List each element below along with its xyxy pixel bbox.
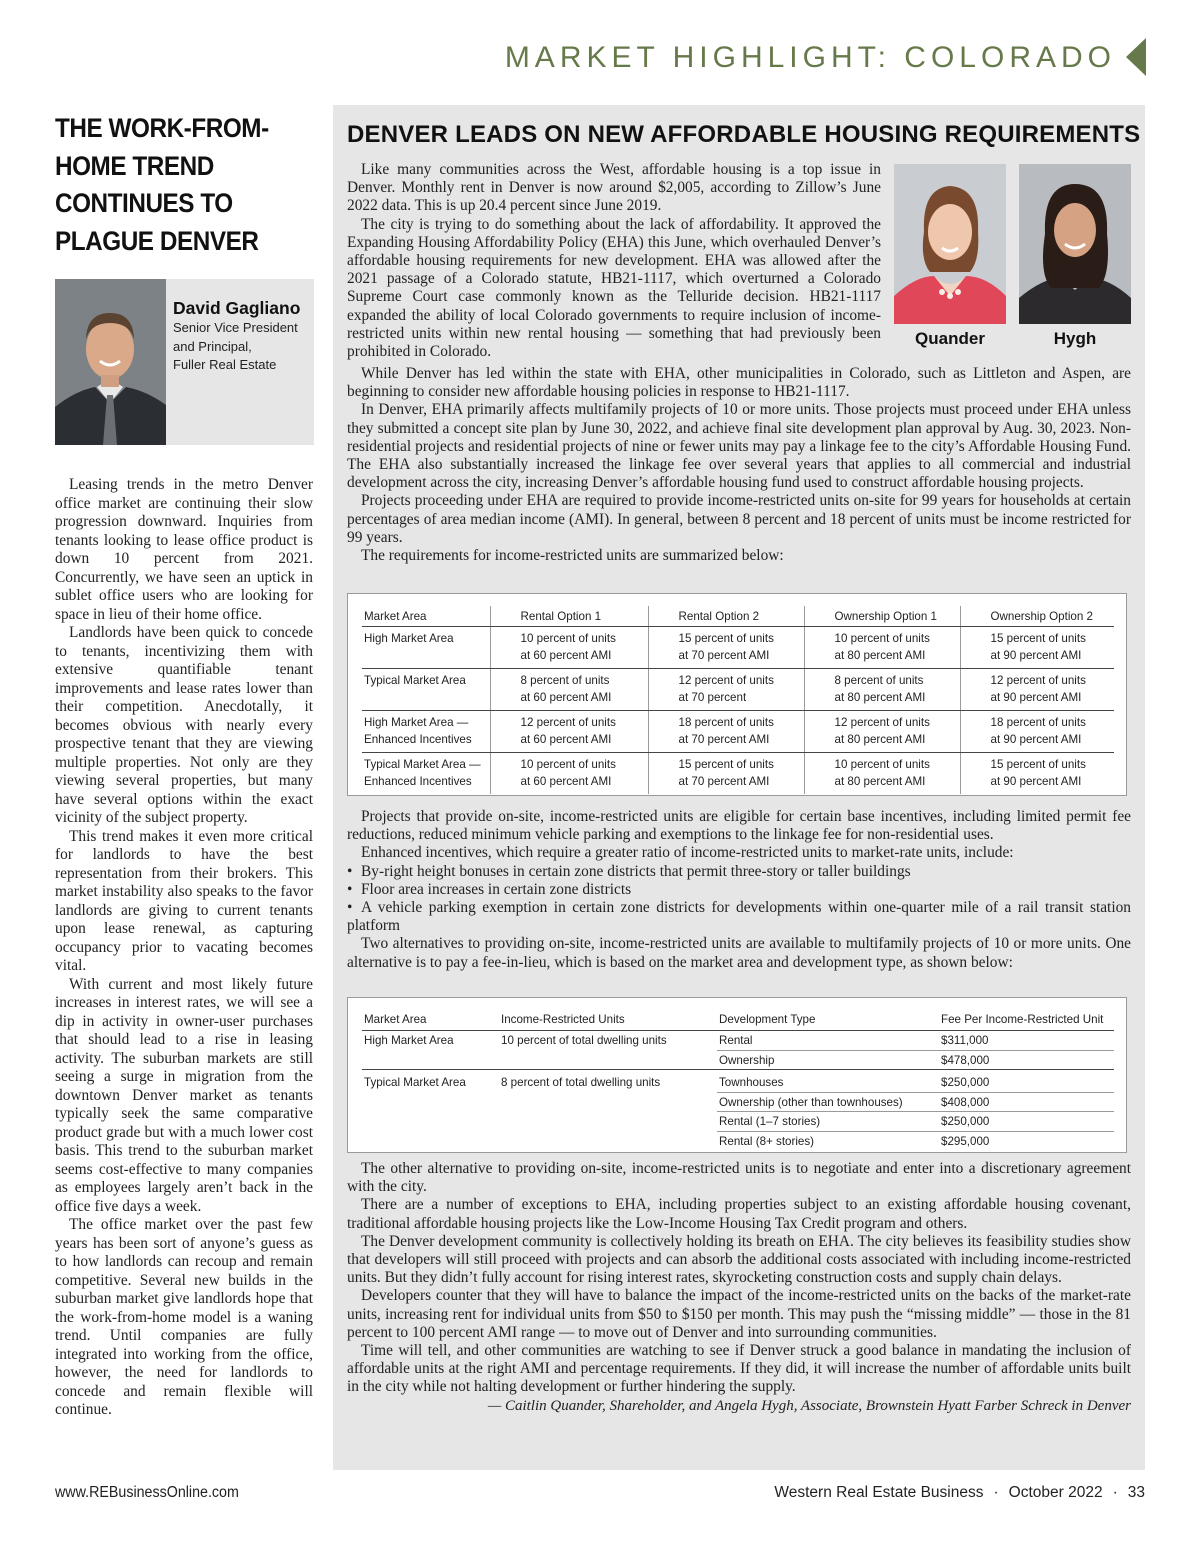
table-cell: 10 percent of units at 60 percent AMI xyxy=(490,627,648,669)
market-area-cell: Typical Market Area xyxy=(362,669,490,711)
feature-intro xyxy=(347,161,881,361)
page-footer: Western Real Estate Business · October 2022 · 33 xyxy=(774,1484,1145,1501)
list-item: • A vehicle parking exemption in certain zone districts for developments within one-quarter mile of a rail transit station platform xyxy=(347,899,1131,935)
paragraph: This trend makes it even more critical for landlords to have the best representation from their brokers. This market instability also speaks to the favor landlords are giving to current tenants upon lease renewal, as capturing occupancy prior to vacating becomes vital. xyxy=(55,827,313,974)
feature-body-d xyxy=(347,1160,1131,1415)
development-type-cell: Ownership (other than townhouses) xyxy=(717,1092,939,1112)
table-row xyxy=(362,627,1114,669)
table-cell: 15 percent of units at 90 percent AMI xyxy=(960,753,1114,795)
paragraph: The other alternative to providing on-site, income-restricted units is to negotiate and enter into a discretionary agreement with the city. xyxy=(347,1160,1131,1196)
feature-body-b xyxy=(347,808,1131,972)
requirements-table xyxy=(362,606,1114,794)
incentive-list xyxy=(347,863,1131,936)
author-card xyxy=(55,279,314,445)
table-cell: 15 percent of units at 70 percent AMI xyxy=(648,627,804,669)
fee-cell: $408,000 xyxy=(939,1092,1114,1112)
table-cell: 10 percent of units at 60 percent AMI xyxy=(490,753,648,795)
column-header: Market Area xyxy=(362,606,490,627)
fee-cell: $478,000 xyxy=(939,1050,1114,1070)
left-article-headline: THE WORK-FROM-HOME TREND CONTINUES TO PLAGUE DENVER xyxy=(55,113,269,256)
left-article-header xyxy=(55,110,313,260)
table-cell: 12 percent of units at 70 percent xyxy=(648,669,804,711)
author-portrait-icon xyxy=(55,279,166,445)
table-cell: 10 percent of units at 80 percent AMI xyxy=(804,753,960,795)
section-arrow-icon xyxy=(1126,38,1146,76)
website-link[interactable]: www.REBusinessOnline.com xyxy=(55,1484,239,1501)
table-cell: 15 percent of units at 90 percent AMI xyxy=(960,627,1114,669)
quander-caption: Quander xyxy=(915,329,985,348)
table-header-row xyxy=(362,1008,1114,1031)
paragraph: Leasing trends in the metro Denver office market are continuing their slow progression downward. Inquiries from tenants looking to lease office product is down 10 percent from 2021. Concurrently, we have seen an uptick in sublet office users who are looking for space in lieu of their home office. xyxy=(55,476,313,623)
table-cell: 12 percent of units at 60 percent AMI xyxy=(490,711,648,753)
column-header: Development Type xyxy=(717,1008,939,1031)
paragraph: Landlords have been quick to concede to tenants, incentivizing them with extensive quantifiable tenant improvements and lease rates lower than their competition. Anecdotally, it becomes obvious with nearly every prospective tenant that they are viewing multiple properties. Not only are they viewing several properties, but many have several options within the exact vicinity of the subject property. xyxy=(55,624,313,826)
paragraph: The city is trying to do something about the lack of affordability. It approved the Expanding Housing Affordability Policy (EHA) this June, which overhauled Denver’s affordable housing requirements for new development. EHA was allowed after the 2021 passage of a Colorado statute, HB21-1117, which overturned a Colorado Supreme Court case commonly known as the Telluride decision. HB21-1117 expanded the ability of local Colorado governments to require inclusion of income-restricted units within new rental housing — something that had previously been prohibited in Colorado. xyxy=(347,215,881,361)
hygh-caption: Hygh xyxy=(1053,329,1097,348)
column-header: Rental Option 1 xyxy=(490,606,648,627)
table-cell: 10 percent of units at 80 percent AMI xyxy=(804,627,960,669)
units-cell: 10 percent of total dwelling units xyxy=(499,1031,717,1070)
market-area-cell: Typical Market Area — Enhanced Incentives xyxy=(364,758,481,788)
table-cell: 18 percent of units at 90 percent AMI xyxy=(960,711,1114,753)
development-type-cell: Ownership xyxy=(717,1050,939,1070)
market-area-cell: High Market Area — Enhanced Incentives xyxy=(362,711,490,753)
fee-cell: $250,000 xyxy=(939,1070,1114,1093)
paragraph: Time will tell, and other communities are watching to see if Denver struck a good balance in mandating the inclusion of affordable units at the right AMI and percentage requirements. If they did, it will increase the number of affordable units built in the city while not halting development or further hindering the supply. xyxy=(347,1342,1131,1396)
paragraph: While Denver has led within the state with EHA, other municipalities in Colorado, such as Littleton and Aspen, are beginning to consider new affordable housing policies in response to HB21-1117. xyxy=(347,365,1131,401)
column-header: Market Area xyxy=(362,1008,499,1031)
feature-panel xyxy=(333,105,1145,1470)
author-name: David Gagliano xyxy=(173,298,301,318)
feature-body-a xyxy=(347,365,1131,565)
table-row xyxy=(362,753,1114,795)
market-area-cell: Typical Market Area xyxy=(364,1076,466,1089)
author-title: Senior Vice President xyxy=(173,320,298,335)
development-type-cell: Rental (8+ stories) xyxy=(719,1134,815,1148)
market-area-cell: High Market Area xyxy=(362,1031,499,1070)
development-type-cell: Rental (1–7 stories) xyxy=(717,1112,939,1132)
table-header-row xyxy=(362,606,1114,627)
table-cell: 12 percent of units at 80 percent AMI xyxy=(804,711,960,753)
table-row xyxy=(362,711,1114,753)
market-area-cell: High Market Area xyxy=(362,627,490,669)
fee-cell: $295,000 xyxy=(941,1134,990,1148)
table-row xyxy=(362,669,1114,711)
paragraph: In Denver, EHA primarily affects multifamily projects of 10 or more units. Those projects must proceed under EHA unless they submitted a concept site plan by June 30, 2022, and achieve final site development plan approval by Aug. 30, 2023. Non-residential projects and residential projects of nine or fewer units may pay a linkage fee to the city’s Affordable Housing Fund. The EHA also substantially increased the linkage fee over several years that applies to all commercial and industrial development across the city, increasing Denver’s affordable housing fund used to construct affordable housing projects. xyxy=(347,401,1131,492)
paragraph: The office market over the past few years has been sort of anyone’s guess as to how landlords can recoup and remain competitive. Several new builds in the suburban market give landlords hope that the work-from-home model is a waning trend. Until companies are fully integrated into working from the office, however, the need for landlords to concede and remain flexible will continue. xyxy=(55,1216,313,1418)
section-title: MARKET HIGHLIGHT: COLORADO xyxy=(504,41,1116,74)
table-cell: 18 percent of units at 70 percent AMI xyxy=(648,711,804,753)
feature-headline: DENVER LEADS ON NEW AFFORDABLE HOUSING REQUIREMENTS xyxy=(347,121,1141,148)
units-cell: 8 percent of total dwelling units xyxy=(501,1076,661,1089)
development-type-cell: Rental xyxy=(717,1031,939,1051)
list-item: • Floor area increases in certain zone districts xyxy=(347,880,632,898)
left-article-body xyxy=(55,476,313,1420)
quander-portrait-icon xyxy=(894,164,1006,324)
requirements-table-box xyxy=(347,593,1127,796)
fee-cell: $311,000 xyxy=(939,1031,1114,1051)
development-type-cell: Townhouses xyxy=(717,1070,939,1093)
column-header: Ownership Option 2 xyxy=(960,606,1114,627)
quander-photo-card xyxy=(894,164,1006,349)
author-photo xyxy=(55,279,166,445)
paragraph: The Denver development community is collectively holding its breath on EHA. The city believes its feasibility studies show that developers will still proceed with projects and can absorb the additional costs associated with including income-restricted units. But they didn’t fully account for rising interest rates, skyrocketing construction costs and supply chain delays. xyxy=(347,1232,1131,1287)
table-cell: 15 percent of units at 70 percent AMI xyxy=(648,753,804,795)
paragraph: Enhanced incentives, which require a greater ratio of income-restricted units to market-rate units, include: xyxy=(361,844,1014,862)
hygh-portrait-icon xyxy=(1019,164,1131,324)
column-header: Rental Option 2 xyxy=(648,606,804,627)
table-cell: 8 percent of units at 80 percent AMI xyxy=(804,669,960,711)
paragraph: Developers counter that they will have to balance the impact of the income-restricted units on the backs of the market-rate units, increasing rent for individual units from $50 to $150 per month. This may push the “missing middle” — those in the 81 percent to 100 percent AMI range — to move out of Denver and into surrounding communities. xyxy=(347,1287,1131,1341)
table-row xyxy=(362,1031,1114,1051)
hygh-photo xyxy=(1019,164,1131,324)
column-header: Fee Per Income-Restricted Unit xyxy=(939,1008,1114,1031)
paragraph: Projects that provide on-site, income-restricted units are eligible for certain base incentives, including limited permit fee reductions, reduced minimum vehicle parking and exemptions to the linkage fee for non-residential uses. xyxy=(347,808,1131,844)
fee-table xyxy=(362,1008,1114,1150)
table-cell: 8 percent of units at 60 percent AMI xyxy=(490,669,648,711)
paragraph: Projects proceeding under EHA are required to provide income-restricted units on-site for 99 years for households at certain percentages of area median income (AMI). In general, between 8 percent and 18 percent of units must be income restricted for 99 years. xyxy=(347,492,1131,546)
quander-photo xyxy=(894,164,1006,324)
paragraph: Two alternatives to providing on-site, income-restricted units are available to multifamily projects of 10 or more units. One alternative is to pay a fee-in-lieu, which is based on the market area and development type, as shown below: xyxy=(347,935,1131,971)
hygh-photo-card xyxy=(1019,164,1131,349)
paragraph: With current and most likely future increases in interest rates, we will see a dip in activity in owner-user purchases that should lead to a rise in leasing activity. The suburban markets are still seeing a surge in migration from the downtown Denver market as tenants typically seek the same comparative product grade but with a much lower cost basis. This trend to the suburban market seems cost-effective to many companies as employees largely aren’t back in the office five days a week. xyxy=(55,975,313,1215)
table-cell: 12 percent of units at 90 percent AMI xyxy=(960,669,1114,711)
paragraph: There are a number of exceptions to EHA, including properties subject to an existing affordable housing covenant, traditional affordable housing projects like the Low-Income Housing Tax Credit program and others. xyxy=(347,1196,1131,1232)
column-header: Income-Restricted Units xyxy=(499,1008,717,1031)
author-company: Fuller Real Estate xyxy=(173,357,277,372)
list-item: • By-right height bonuses in certain zone districts that permit three-story or taller buildings xyxy=(347,862,911,880)
issue-date: October 2022 xyxy=(1008,1484,1103,1501)
publication-name: Western Real Estate Business xyxy=(774,1484,984,1501)
fee-table-box xyxy=(347,997,1127,1153)
table-row xyxy=(362,1070,1114,1093)
author-info xyxy=(173,297,313,375)
article-attribution: — Caitlin Quander, Shareholder, and Angela Hygh, Associate, Brownstein Hyatt Farber Schreck in Denver xyxy=(487,1397,1131,1414)
paragraph: Like many communities across the West, affordable housing is a top issue in Denver. Monthly rent in Denver is now around $2,005, according to Zillow’s June 2022 data. This is up 20.4 percent since June 2019. xyxy=(347,161,881,215)
author-title: and Principal, xyxy=(173,338,252,354)
page-number: 33 xyxy=(1127,1484,1145,1501)
paragraph: The requirements for income-restricted units are summarized below: xyxy=(361,547,784,565)
fee-cell: $250,000 xyxy=(939,1112,1114,1132)
column-header: Ownership Option 1 xyxy=(804,606,960,627)
